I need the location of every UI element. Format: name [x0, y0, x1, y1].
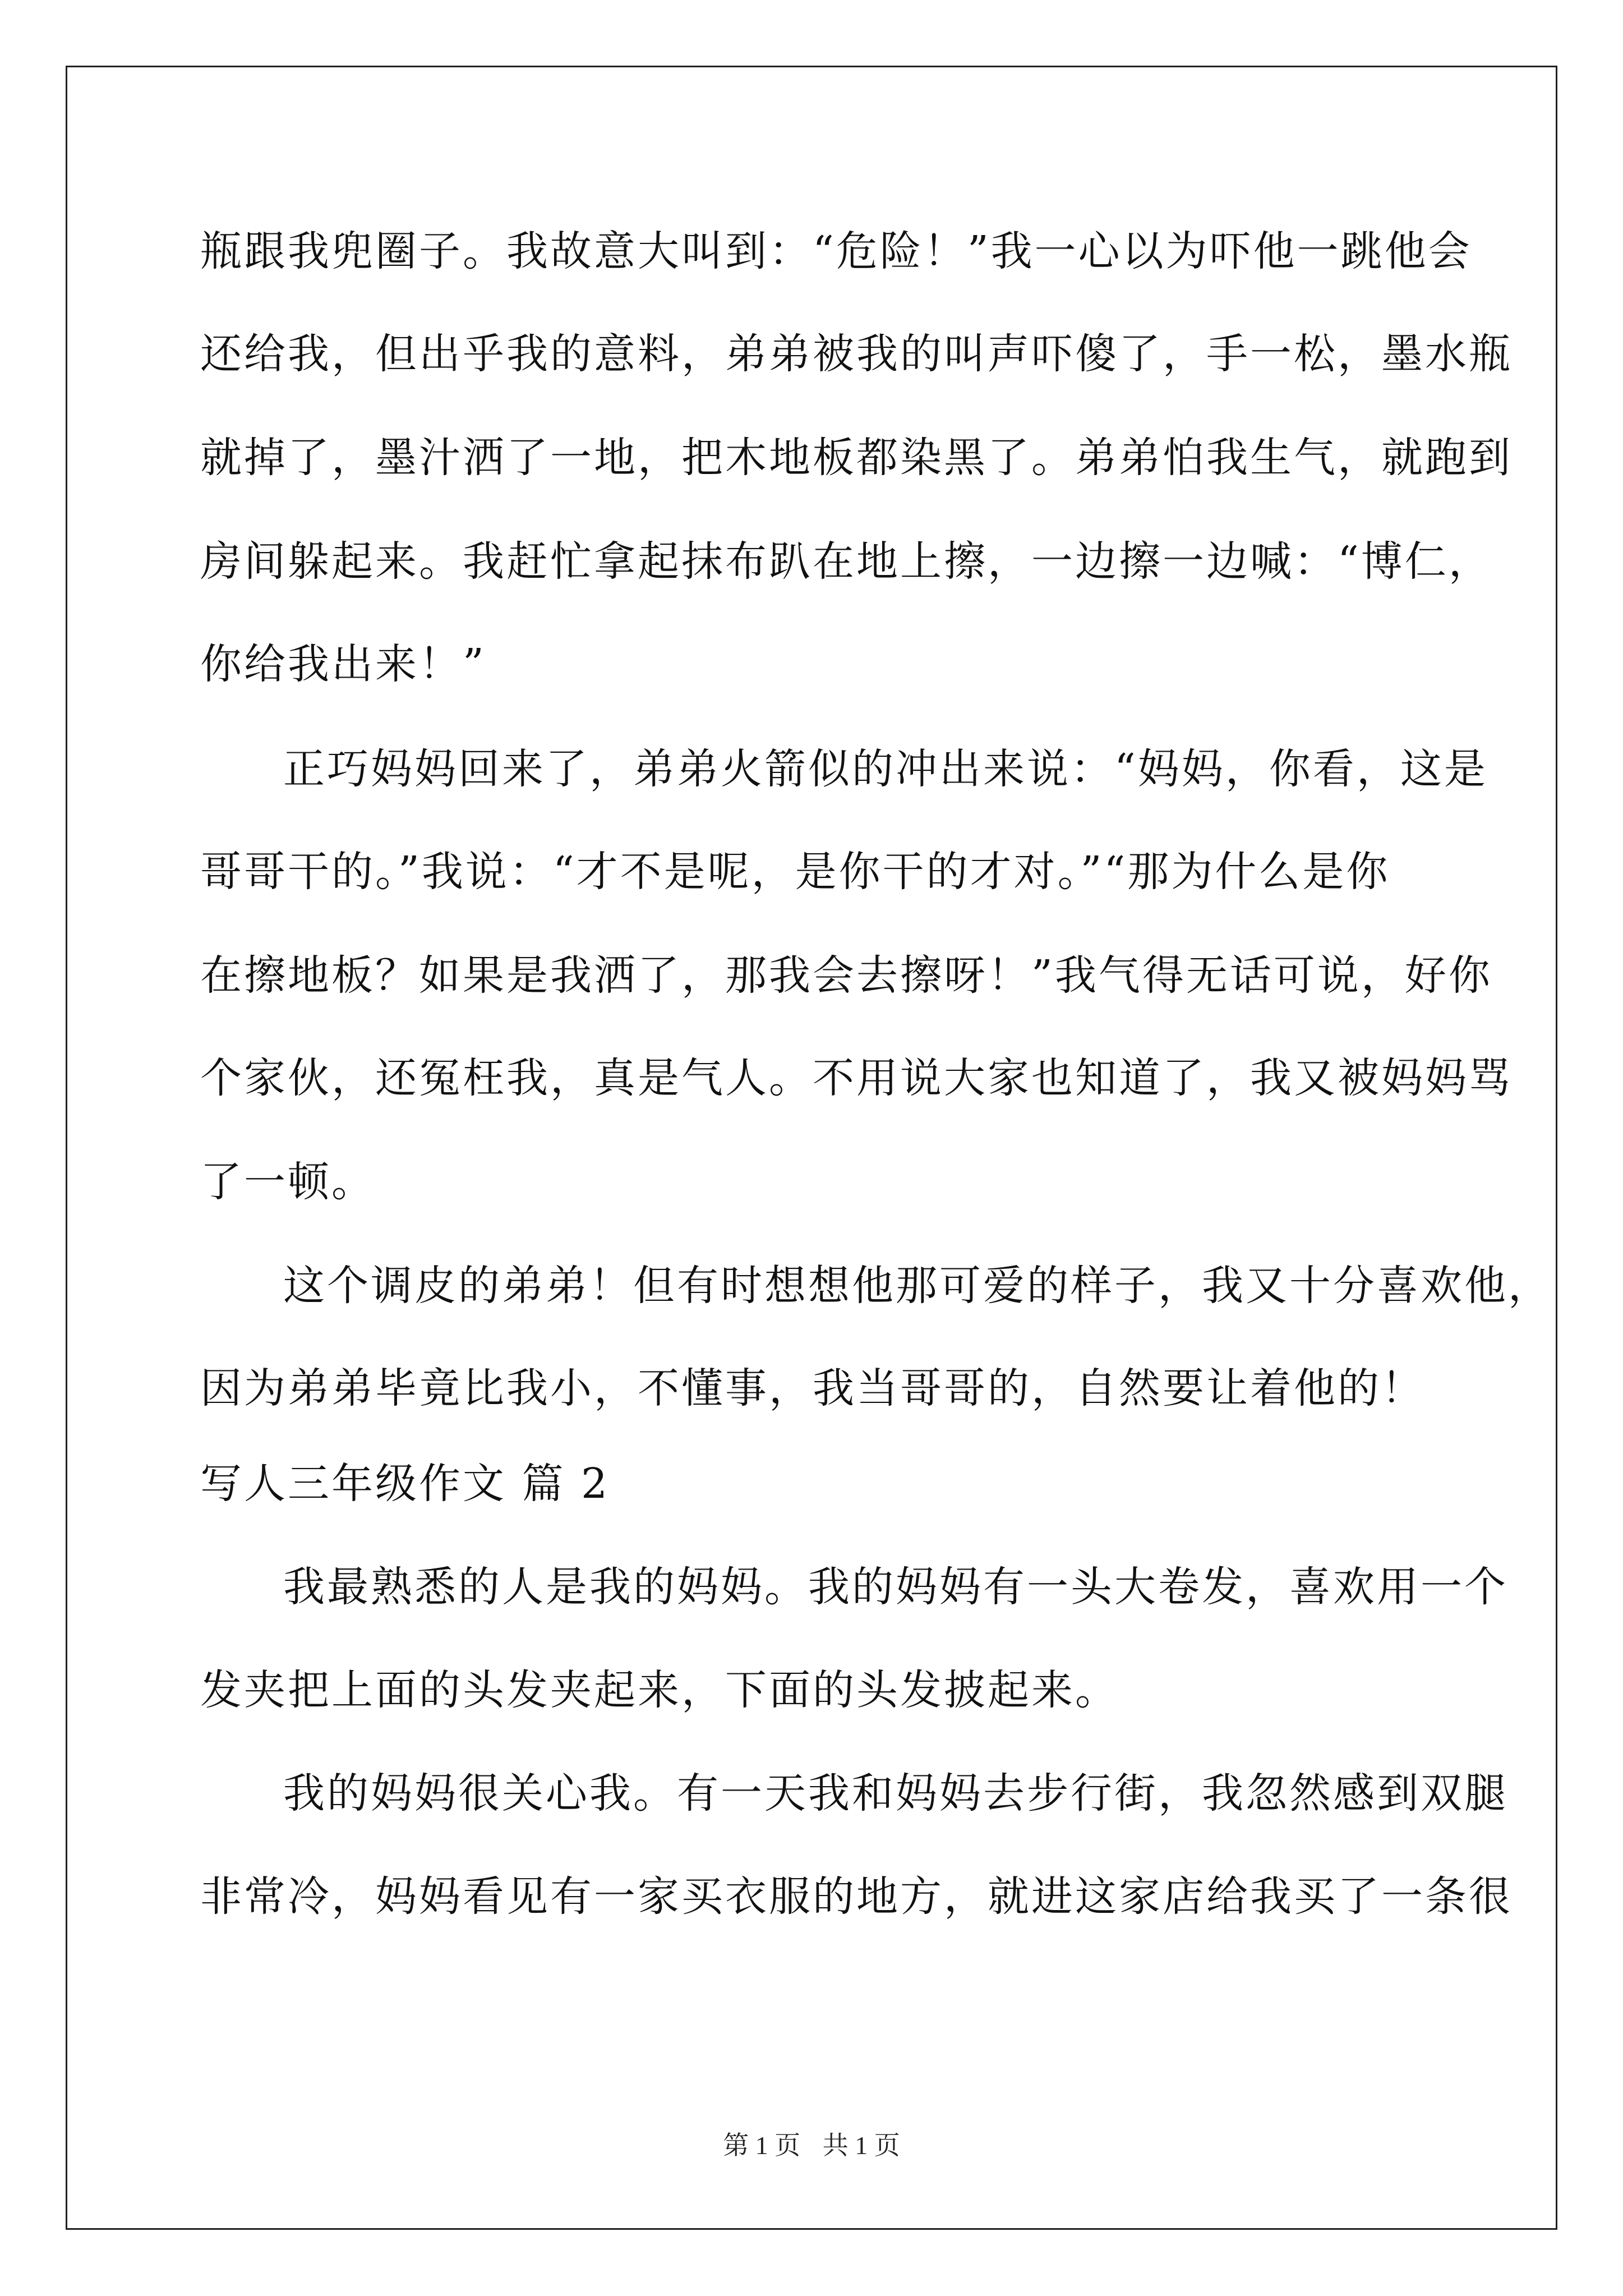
paragraph-first-line: 我的妈妈很关心我。有一天我和妈妈去步行街，我忽然感到双腿: [283, 1769, 1508, 1818]
total-pages: 共 1 页: [822, 2131, 900, 2160]
text-line: 个家伙，还冤枉我，真是气人。不用说大家也知道了，我又被妈妈骂: [200, 1054, 1513, 1102]
text-line: 你给我出来！”: [200, 640, 486, 688]
paragraph-first-line: 这个调皮的弟弟！但有时想想他那可爱的样子，我又十分喜欢他，: [283, 1262, 1552, 1310]
section-heading: 写人三年级作文 篇 2: [200, 1460, 610, 1508]
text-line: 非常冷，妈妈看见有一家买衣服的地方，就进这家店给我买了一条很: [200, 1872, 1513, 1921]
text-line: 还给我，但出乎我的意料，弟弟被我的叫声吓傻了，手一松，墨水瓶: [200, 330, 1513, 378]
text-line: 房间躲起来。我赶忙拿起抹布趴在地上擦，一边擦一边喊：“博仁，: [200, 537, 1492, 586]
text-line: 哥哥干的。”我说：“才不是呢，是你干的才对。”“那为什么是你: [200, 848, 1390, 896]
page-number: 第 1 页: [723, 2131, 801, 2160]
text-line: 在擦地板？如果是我洒了，那我会去擦呀！”我气得无话可说，好你: [200, 951, 1492, 1000]
text-line: 就掉了，墨汁洒了一地，把木地板都染黑了。弟弟怕我生气，就跑到: [200, 434, 1513, 482]
paragraph-first-line: 我最熟悉的人是我的妈妈。我的妈妈有一头大卷发，喜欢用一个: [283, 1563, 1508, 1611]
text-line: 发夹把上面的头发夹起来，下面的头发披起来。: [200, 1666, 1119, 1714]
text-line: 因为弟弟毕竟比我小，不懂事，我当哥哥的，自然要让着他的！: [200, 1364, 1425, 1412]
text-line: 瓶跟我兜圈子。我故意大叫到：“危险！”我一心以为吓他一跳他会: [200, 227, 1472, 275]
paragraph-first-line: 正巧妈妈回来了，弟弟火箭似的冲出来说：“妈妈，你看，这是: [283, 745, 1488, 793]
page-footer: [0, 2129, 1623, 2162]
text-line: 了一顿。: [200, 1158, 375, 1206]
